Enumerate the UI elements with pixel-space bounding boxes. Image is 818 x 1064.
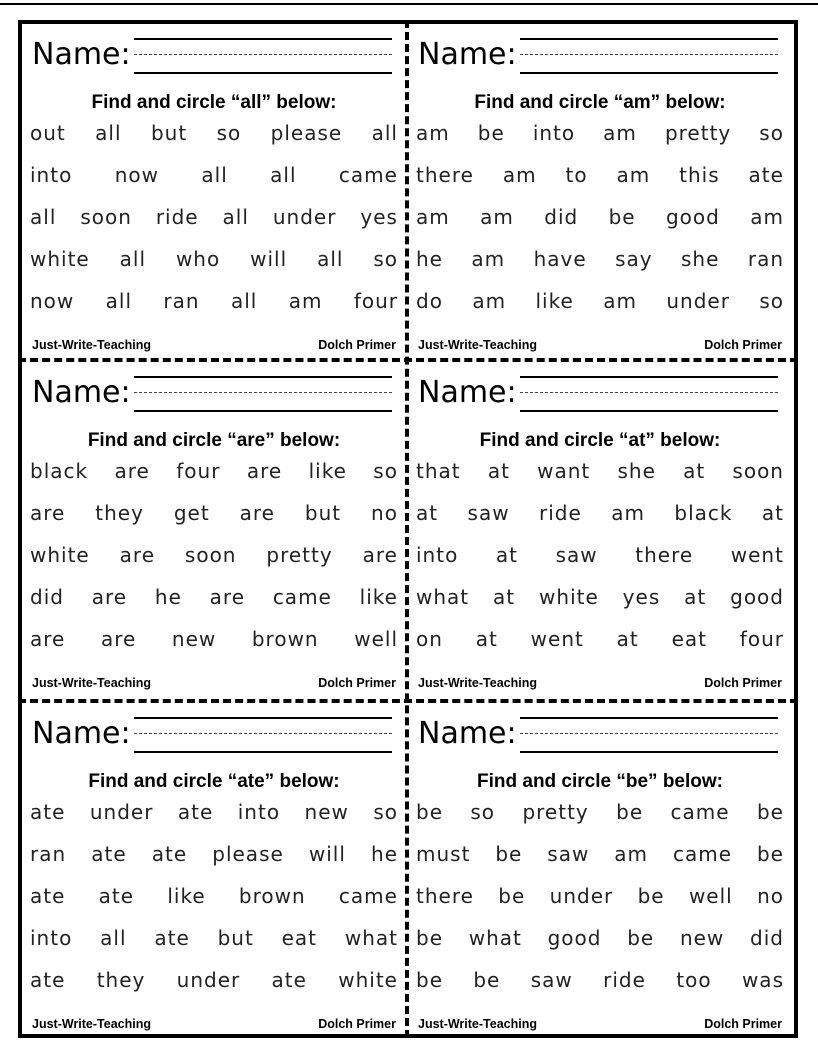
word-row	[30, 205, 398, 229]
sight-word[interactable]: are	[30, 627, 66, 651]
sight-word[interactable]: well	[354, 627, 398, 651]
sight-word[interactable]: ate	[154, 926, 190, 950]
sight-word[interactable]: am	[480, 205, 514, 229]
sight-word[interactable]: but	[150, 121, 188, 145]
sight-word[interactable]: who	[175, 247, 221, 271]
sight-word[interactable]: at	[493, 585, 516, 609]
sight-word[interactable]: all	[371, 121, 398, 145]
sight-word[interactable]: into	[30, 163, 73, 187]
sight-word[interactable]: came	[672, 842, 733, 866]
sight-word[interactable]: soon	[184, 543, 237, 567]
sight-word[interactable]: am	[416, 205, 450, 229]
name-line-top	[520, 717, 778, 719]
sight-word[interactable]: all	[317, 247, 344, 271]
sight-word[interactable]: no	[371, 501, 398, 525]
sight-word[interactable]: all	[201, 163, 228, 187]
word-card	[408, 703, 792, 1040]
footer-word-list: Dolch Primer	[704, 1017, 782, 1031]
sight-word[interactable]: now	[30, 289, 75, 313]
sight-word[interactable]: into	[237, 800, 281, 824]
sight-word[interactable]: he	[371, 842, 398, 866]
footer-credit: Just-Write-Teaching	[418, 676, 537, 690]
word-row	[416, 800, 784, 824]
word-row	[30, 926, 398, 950]
sight-word[interactable]: under	[666, 289, 730, 313]
sight-word[interactable]: be	[637, 884, 665, 908]
word-row	[30, 289, 398, 313]
sight-word[interactable]: am	[611, 501, 645, 525]
sight-word[interactable]: so	[373, 247, 398, 271]
sight-word[interactable]: ran	[163, 289, 200, 313]
sight-word[interactable]: new	[679, 926, 725, 950]
sight-word[interactable]: ran	[30, 842, 67, 866]
name-line-bottom	[134, 72, 392, 74]
name-line-dotted[interactable]	[520, 54, 778, 55]
sight-word[interactable]: are	[362, 543, 398, 567]
sight-word[interactable]: be	[756, 800, 784, 824]
word-card	[22, 24, 406, 361]
sight-word[interactable]: there	[416, 884, 474, 908]
name-line-bottom	[134, 410, 392, 412]
word-row	[416, 627, 784, 651]
sight-word[interactable]: so	[373, 459, 398, 483]
sight-word[interactable]: ride	[539, 501, 582, 525]
sight-word[interactable]: what	[416, 585, 470, 609]
name-label: Name:	[418, 375, 517, 410]
word-row	[30, 842, 398, 866]
sight-word[interactable]: like	[167, 884, 206, 908]
card-title: Find and circle “at” below:	[479, 430, 721, 451]
name-line-bottom	[520, 72, 778, 74]
footer-credit: Just-Write-Teaching	[32, 338, 151, 352]
sight-word[interactable]: good	[730, 585, 784, 609]
sight-word[interactable]: please	[212, 842, 284, 866]
name-line-bottom	[134, 751, 392, 753]
sight-word[interactable]: all	[270, 163, 297, 187]
sight-word[interactable]: new	[304, 800, 349, 824]
name-line-top	[520, 38, 778, 40]
sight-word[interactable]: went	[730, 543, 784, 567]
sight-word[interactable]: now	[114, 163, 159, 187]
sight-word[interactable]: are	[209, 585, 246, 609]
sight-word[interactable]: be	[616, 800, 644, 824]
sight-word[interactable]: black	[674, 501, 733, 525]
sight-word[interactable]: am	[416, 121, 450, 145]
sight-word[interactable]: be	[416, 800, 443, 824]
sight-word[interactable]: all	[230, 289, 258, 313]
sight-word[interactable]: saw	[547, 842, 590, 866]
sight-word[interactable]: all	[222, 205, 249, 229]
sight-word[interactable]: ate	[151, 842, 188, 866]
card-title: Find and circle “ate” below:	[88, 771, 340, 792]
sight-word[interactable]: what	[344, 926, 398, 950]
sight-word[interactable]: be	[416, 926, 443, 950]
name-label: Name:	[32, 716, 131, 751]
sight-word[interactable]: out	[30, 121, 66, 145]
sight-word[interactable]: ran	[747, 247, 784, 271]
card-title: Find and circle “am” below:	[474, 92, 726, 113]
footer-word-list: Dolch Primer	[704, 676, 782, 690]
sight-word[interactable]: white	[30, 543, 90, 567]
word-row	[416, 459, 784, 483]
sight-word[interactable]: four	[353, 289, 398, 313]
sight-word[interactable]: at	[416, 501, 439, 525]
sight-word[interactable]: am	[603, 289, 637, 313]
word-card	[408, 24, 792, 361]
word-row	[416, 543, 784, 567]
sight-word[interactable]: have	[533, 247, 587, 271]
sight-word[interactable]: all	[100, 926, 127, 950]
sight-word[interactable]: are	[239, 501, 275, 525]
sight-word[interactable]: am	[603, 121, 637, 145]
sight-word[interactable]: am	[288, 289, 323, 313]
sight-word[interactable]: ate	[30, 800, 66, 824]
sight-word[interactable]: all	[30, 205, 57, 229]
sight-word[interactable]: ate	[98, 884, 135, 908]
name-line-dotted[interactable]	[520, 733, 778, 734]
sight-word[interactable]: ate	[30, 884, 66, 908]
sight-word[interactable]: like	[535, 289, 574, 313]
sight-word[interactable]: he	[154, 585, 182, 609]
sight-word[interactable]: into	[30, 926, 73, 950]
sight-word[interactable]: pretty	[522, 800, 589, 824]
sight-word[interactable]: saw	[467, 501, 510, 525]
word-row	[30, 543, 398, 567]
sight-word[interactable]: eat	[671, 627, 707, 651]
sight-word[interactable]: be	[756, 842, 784, 866]
sight-word[interactable]: saw	[555, 543, 598, 567]
sight-word[interactable]: ate	[177, 800, 214, 824]
sight-word[interactable]: but	[304, 501, 342, 525]
sight-word[interactable]: under	[176, 968, 241, 992]
name-label: Name:	[32, 375, 131, 410]
sight-word[interactable]: no	[757, 884, 784, 908]
sight-word[interactable]: are	[30, 501, 66, 525]
sight-word[interactable]: white	[338, 968, 398, 992]
sight-word[interactable]: four	[176, 459, 221, 483]
sight-word[interactable]: pretty	[266, 543, 333, 567]
sight-word[interactable]: came	[338, 884, 398, 908]
sight-word[interactable]: so	[759, 121, 784, 145]
word-row	[416, 585, 784, 609]
sight-word[interactable]: be	[473, 968, 501, 992]
sight-word[interactable]: good	[665, 205, 720, 229]
footer-credit: Just-Write-Teaching	[32, 676, 151, 690]
card-title: Find and circle “all” below:	[91, 92, 337, 113]
sight-word[interactable]: like	[308, 459, 347, 483]
sight-word[interactable]: will	[250, 247, 288, 271]
sight-word[interactable]: did	[30, 585, 64, 609]
card-title: Find and circle “be” below:	[477, 771, 723, 792]
name-line-bottom	[520, 410, 778, 412]
sight-word[interactable]: at	[616, 627, 639, 651]
word-row	[416, 163, 784, 187]
name-line-top	[134, 38, 392, 40]
sight-word[interactable]: all	[119, 247, 147, 271]
word-row	[416, 842, 784, 866]
sight-word[interactable]: at	[495, 543, 519, 567]
sight-word[interactable]: good	[547, 926, 602, 950]
sight-word[interactable]: all	[95, 121, 122, 145]
sight-word[interactable]: am	[471, 247, 506, 271]
sight-word[interactable]: am	[614, 842, 649, 866]
sight-word[interactable]: be	[627, 926, 655, 950]
sight-word[interactable]: saw	[530, 968, 573, 992]
sight-word[interactable]: do	[416, 289, 443, 313]
name-line-top	[520, 376, 778, 378]
sight-word[interactable]: get	[173, 501, 210, 525]
sight-word[interactable]: say	[615, 247, 653, 271]
sight-word[interactable]: did	[544, 205, 579, 229]
sight-word[interactable]: soon	[80, 205, 132, 229]
word-card	[22, 703, 406, 1040]
footer-word-list: Dolch Primer	[318, 1017, 396, 1031]
sight-word[interactable]: into	[416, 543, 459, 567]
sight-word[interactable]: want	[537, 459, 591, 483]
word-row	[30, 884, 398, 908]
sight-word[interactable]: please	[270, 121, 343, 145]
sight-word[interactable]: on	[416, 627, 443, 651]
name-line-top	[134, 717, 392, 719]
footer-word-list: Dolch Primer	[318, 338, 396, 352]
sight-word[interactable]: so	[216, 121, 242, 145]
sight-word[interactable]: well	[688, 884, 733, 908]
sight-word[interactable]: ate	[271, 968, 307, 992]
sight-word[interactable]: yes	[360, 205, 398, 229]
name-line-top	[134, 376, 392, 378]
sight-word[interactable]: ate	[91, 842, 127, 866]
word-card	[22, 362, 406, 699]
sight-word[interactable]: into	[532, 121, 576, 145]
sight-word[interactable]: be	[477, 121, 505, 145]
sight-word[interactable]: be	[498, 884, 526, 908]
sight-word[interactable]: at	[475, 627, 498, 651]
sight-word[interactable]: she	[617, 459, 656, 483]
sight-word[interactable]: soon	[732, 459, 784, 483]
sight-word[interactable]: under	[89, 800, 154, 824]
name-label: Name:	[418, 716, 517, 751]
name-line-bottom	[520, 751, 778, 753]
sight-word[interactable]: that	[416, 459, 461, 483]
word-row	[416, 121, 784, 145]
name-line-dotted[interactable]	[134, 392, 392, 393]
word-card	[408, 362, 792, 699]
word-row	[416, 205, 784, 229]
sight-word[interactable]: be	[608, 205, 636, 229]
sight-word[interactable]: all	[105, 289, 133, 313]
word-row	[416, 501, 784, 525]
sight-word[interactable]: came	[670, 800, 730, 824]
word-row	[30, 163, 398, 187]
sight-word[interactable]: brown	[251, 627, 319, 651]
sight-word[interactable]: ride	[155, 205, 199, 229]
sight-word[interactable]: what	[468, 926, 522, 950]
word-row	[30, 459, 398, 483]
sight-word[interactable]: new	[171, 627, 217, 651]
sight-word[interactable]: there	[416, 163, 474, 187]
word-row	[30, 121, 398, 145]
word-row	[416, 926, 784, 950]
sight-word[interactable]: came	[338, 163, 398, 187]
sight-word[interactable]: am	[502, 163, 537, 187]
sight-word[interactable]: came	[272, 585, 332, 609]
sight-word[interactable]: eat	[281, 926, 318, 950]
sight-word[interactable]: four	[739, 627, 784, 651]
sight-word[interactable]: did	[750, 926, 784, 950]
sight-word[interactable]: too	[676, 968, 712, 992]
sight-word[interactable]: pretty	[664, 121, 732, 145]
word-row	[30, 585, 398, 609]
sight-word[interactable]: like	[359, 585, 398, 609]
name-line-dotted[interactable]	[520, 392, 778, 393]
name-label: Name:	[418, 37, 517, 72]
word-row	[30, 501, 398, 525]
sight-word[interactable]: at	[684, 585, 707, 609]
sight-word[interactable]: am	[472, 289, 507, 313]
sight-word[interactable]: ate	[748, 163, 784, 187]
sight-word[interactable]: be	[495, 842, 523, 866]
word-row	[30, 627, 398, 651]
name-line-dotted[interactable]	[134, 733, 392, 734]
sight-word[interactable]: at	[487, 459, 510, 483]
word-row	[30, 800, 398, 824]
sight-word[interactable]: but	[217, 926, 254, 950]
sight-word[interactable]: to	[565, 163, 588, 187]
sight-word[interactable]: went	[530, 627, 584, 651]
sight-word[interactable]: they	[96, 968, 146, 992]
sight-word[interactable]: this	[679, 163, 720, 187]
name-line-dotted[interactable]	[134, 54, 392, 55]
sight-word[interactable]: at	[761, 501, 784, 525]
sight-word[interactable]: under	[549, 884, 614, 908]
word-row	[416, 968, 784, 992]
word-row	[30, 247, 398, 271]
sight-word[interactable]: are	[91, 585, 128, 609]
sight-word[interactable]: brown	[238, 884, 306, 908]
footer-credit: Just-Write-Teaching	[418, 338, 537, 352]
sight-word[interactable]: are	[114, 459, 150, 483]
word-row	[416, 289, 784, 313]
word-row	[416, 247, 784, 271]
sight-word[interactable]: at	[683, 459, 706, 483]
footer-word-list: Dolch Primer	[318, 676, 396, 690]
footer-credit: Just-Write-Teaching	[32, 1017, 151, 1031]
sight-word[interactable]: are	[100, 627, 137, 651]
sight-word[interactable]: will	[308, 842, 346, 866]
sight-word[interactable]: white	[539, 585, 599, 609]
sight-word[interactable]: was	[741, 968, 784, 992]
sight-word[interactable]: they	[95, 501, 144, 525]
sight-word[interactable]: white	[30, 247, 90, 271]
sight-word[interactable]: must	[416, 842, 471, 866]
sight-word[interactable]: he	[416, 247, 443, 271]
sight-word[interactable]: am	[616, 163, 651, 187]
sight-word[interactable]: yes	[622, 585, 661, 609]
sight-word[interactable]: ride	[603, 968, 646, 992]
card-title: Find and circle “are” below:	[87, 430, 341, 451]
sight-word[interactable]: ate	[30, 968, 66, 992]
sight-word[interactable]: so	[759, 289, 784, 313]
word-row	[30, 968, 398, 992]
footer-word-list: Dolch Primer	[704, 338, 782, 352]
top-edge-line	[0, 3, 818, 5]
sight-word[interactable]: she	[681, 247, 720, 271]
sight-word[interactable]: are	[119, 543, 155, 567]
footer-credit: Just-Write-Teaching	[418, 1017, 537, 1031]
sight-word[interactable]: black	[30, 459, 89, 483]
sight-word[interactable]: are	[246, 459, 283, 483]
sight-word[interactable]: so	[373, 800, 398, 824]
sight-word[interactable]: am	[750, 205, 784, 229]
name-label: Name:	[32, 37, 131, 72]
word-row	[416, 884, 784, 908]
sight-word[interactable]: there	[635, 543, 694, 567]
sight-word[interactable]: under	[272, 205, 337, 229]
sight-word[interactable]: so	[470, 800, 496, 824]
sight-word[interactable]: be	[416, 968, 443, 992]
